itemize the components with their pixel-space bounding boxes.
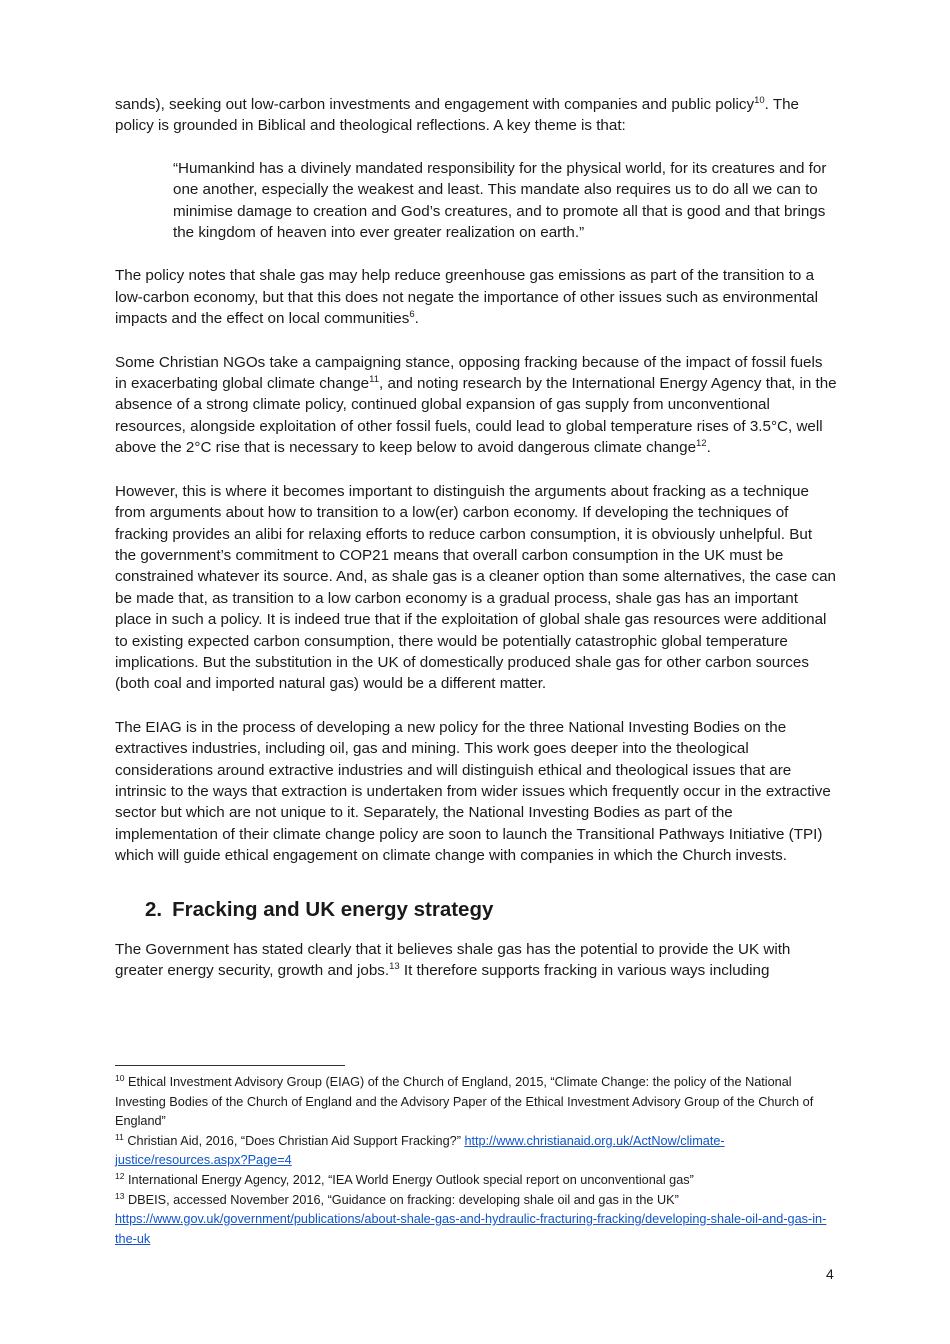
paragraph-6: The Government has stated clearly that it believes shale gas has the potential to provide the UK with greater energy security, growth and jobs.$^{13}$ It therefore supports fracking in various ways including — [115, 940, 791, 979]
footnotes — [115, 1065, 839, 1249]
paragraph-4: However, this is where it becomes important to distinguish the arguments about fracking as a technique from arguments about how to transition to a low(er) carbon economy. If developing the techniques of fracking provides an alibi for relaxing efforts to reduce carbon consumption, it is obviously unhelpful. But the government’s commitment to COP21 means that overall carbon consumption in the UK must be constrained whatever its source. And, as shale gas is a cleaner option than some alternatives, the case can be made that, as transition to a low carbon economy is a gradual process, shale gas has an important place in such a policy. It is indeed true that if the exploitation of global shale gas resources were additional to existing expected carbon consumption, there would be potentially catastrophic global temperature implications. But the substitution in the UK of domestically produced shale gas for other carbon sources (both coal and imported natural gas) would be a different matter. — [115, 482, 836, 693]
footnote-11: $^{11}$ Christian Aid, 2016, “Does Christian Aid Support Fracking?” http://www.christianaid.org.uk/ActNow/climate-justice/resources.aspx?Page=4 — [115, 1131, 725, 1168]
paragraph-1: sands), seeking out low-carbon investments and engagement with companies and public policy$^{10}$. The policy is grounded in Biblical and theological reflections. A key theme is that: — [115, 94, 800, 135]
section-title: Fracking and UK energy strategy — [172, 897, 494, 921]
footnote-ref-6[interactable]: 6 — [409, 309, 415, 321]
footnote-13: $^{13}$ DBEIS, accessed November 2016, “Guidance on fracking: developing shale oil and gas in the UK” https://www.gov.uk/government/publications/about-shale-gas-and-hydraulic-fracturing-fracking/developing-shale-oil-and-gas-in-the-uk — [115, 1190, 827, 1246]
footnote-13-link[interactable]: https://www.gov.uk/government/publications/about-shale-gas-and-hydraulic-fracturing-fracking/developing-shale-oil-and-gas-in-the-uk — [115, 1212, 827, 1246]
paragraph-2: The policy notes that shale gas may help reduce greenhouse gas emissions as part of the transition to a low-carbon economy, but that this does not negate the importance of other issues such as environmental impacts and the effect on local communities$^6$. — [115, 267, 818, 328]
body-text — [115, 94, 837, 1003]
footnote-ref-10[interactable]: 10 — [754, 94, 765, 106]
section-number: 2. — [145, 897, 163, 921]
footnote-divider — [115, 1065, 345, 1066]
footnote-12: $^{12}$ International Energy Agency, 2012, “IEA World Energy Outlook special report on unconventional gas” — [115, 1170, 694, 1187]
paragraph-3: Some Christian NGOs take a campaigning stance, opposing fracking because of the impact of fossil fuels in exacerbating global climate change$^{11}$, and noting research by the International Energy Agency that, in the absence of a strong climate policy, continued global expansion of gas supply from unconventional resources, alongside exploitation of other fossil fuels, could lead to global temperature rises of 3.5°C, well above the 2°C rise that is necessary to keep below to avoid dangerous climate change$^{12}$. — [115, 353, 837, 457]
footnote-10: $^{10}$ Ethical Investment Advisory Group (EIAG) of the Church of England, 2015, “Climate Change: the policy of the National Investing Bodies of the Church of England and the Advisory Paper of the Ethical Investment Advisory Group of the Church of England” — [115, 1072, 814, 1129]
page-number: 4 — [826, 1266, 834, 1282]
section-heading — [145, 897, 837, 923]
paragraph-5: The EIAG is in the process of developing a new policy for the three National Investing Bodies on the extractives industries, including oil, gas and mining. This work goes deeper into the theological considerations around extractive industries and will distinguish ethical and theological issues that are intrinsic to the ways that extraction is undertaken from wider issues which frequently occur in the extractive sector but which are not unique to it. Separately, the National Investing Bodies as part of the implementation of their climate change policy are soon to launch the Transitional Pathways Initiative (TPI) which will guide ethical engagement on climate change with companies in which the Church invests. — [115, 718, 831, 865]
footnote-ref-11[interactable]: 11 — [369, 374, 380, 385]
footnote-11-link[interactable]: http://www.christianaid.org.uk/ActNow/climate-justice/resources.aspx?Page=4 — [115, 1133, 725, 1168]
block-quote: “Humankind has a divinely mandated responsibility for the physical world, for its creatures and for one another, especially the weakest and least. This mandate also requires us to do all we can to minimise damage to creation and God’s creatures, and to promote all that is good and that brings the kingdom of heaven into ever greater realization on earth.” — [173, 159, 827, 242]
footnote-ref-13[interactable]: 13 — [389, 960, 400, 972]
footnote-ref-12[interactable]: 12 — [696, 438, 707, 450]
